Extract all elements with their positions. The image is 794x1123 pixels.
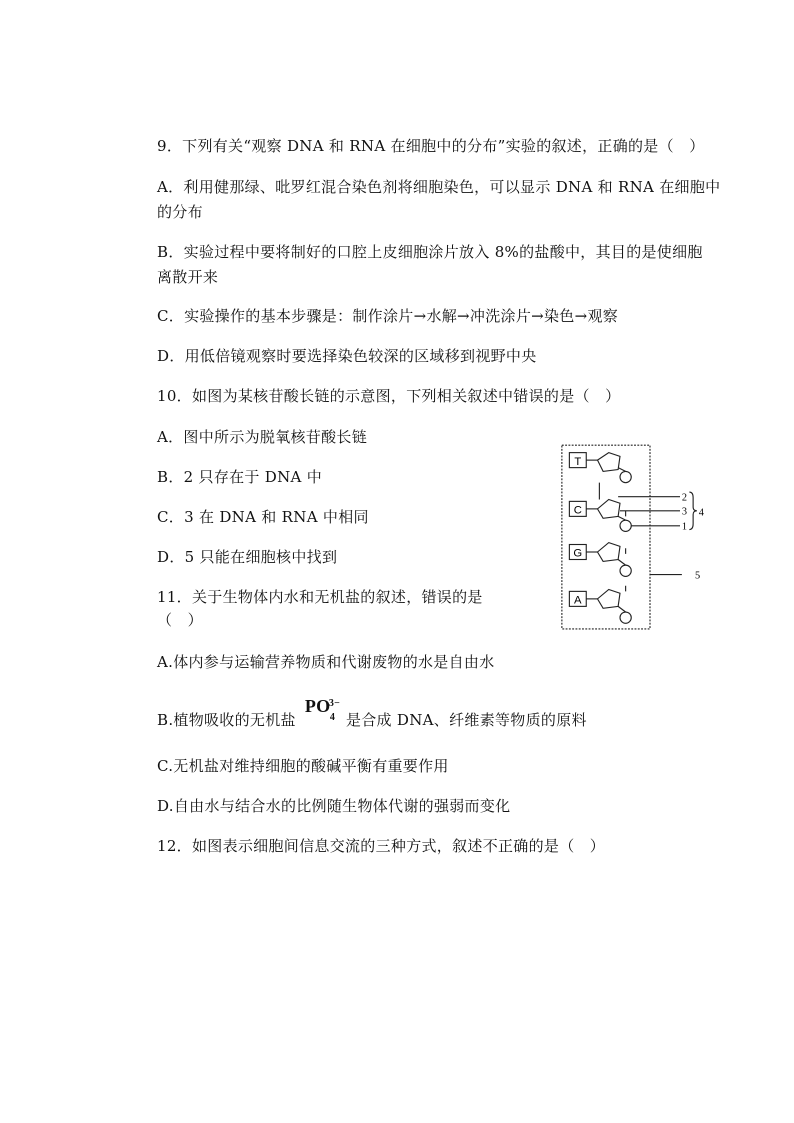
q11-option-d: D.自由水与结合水的比例随生物体代谢的强弱而变化: [157, 797, 511, 815]
label-5: 5: [695, 570, 701, 582]
q9-option-a-line2: 的分布: [157, 203, 203, 221]
q9-option-d: D．用低倍镜观察时要选择染色较深的区域移到视野中央: [157, 347, 537, 365]
base-t-label: T: [574, 455, 582, 468]
label-4: 4: [698, 507, 704, 519]
formula-po: PO: [304, 696, 331, 716]
q9-option-b-line2: 离散开来: [157, 268, 219, 286]
q11-stem: 11．关于生物体内水和无机盐的叙述，错误的是: [157, 588, 483, 606]
q9-option-b-line1: B．实验过程中要将制好的口腔上皮细胞涂片放入 8%的盐酸中，其目的是使细胞: [157, 243, 703, 261]
q10-option-d: D．5 只能在细胞核中找到: [157, 548, 338, 566]
q11-option-c: C.无机盐对维持细胞的酸碱平衡有重要作用: [157, 757, 449, 775]
formula-subscript: 4: [329, 712, 336, 723]
q11-option-b: [157, 696, 587, 730]
q12-stem: 12．如图表示细胞间信息交流的三种方式，叙述不正确的是（ ）: [157, 837, 606, 855]
nucleotide-unit-c: [569, 483, 631, 532]
label-1: 1: [681, 521, 688, 533]
nucleotide-unit-t: [569, 453, 631, 483]
q9-stem: 9．下列有关“观察 DNA 和 RNA 在细胞中的分布”实验的叙述，正确的是（ ）: [157, 137, 705, 155]
base-g-label: G: [573, 547, 583, 560]
label-2: 2: [681, 492, 688, 504]
nucleotide-chain-diagram: [560, 437, 710, 637]
nucleotide-unit-a: [569, 590, 631, 624]
q11-option-a: A.体内参与运输营养物质和代谢废物的水是自由水: [157, 653, 495, 671]
phosphate-formula: [301, 696, 341, 730]
q11-option-b-suffix: 是合成 DNA、纤维素等物质的原料: [345, 711, 587, 729]
formula-charge: 3−: [328, 698, 341, 709]
q10-option-a: A．图中所示为脱氧核苷酸长链: [157, 428, 368, 446]
q11-option-b-prefix: B.植物吸收的无机盐: [157, 711, 296, 729]
base-a-label: A: [574, 594, 582, 607]
q11-stem-line2: （ ）: [157, 611, 203, 629]
q9-option-c: C．实验操作的基本步骤是：制作涂片→水解→冲洗涂片→染色→观察: [157, 307, 619, 325]
q10-stem: 10．如图为某核苷酸长链的示意图，下列相关叙述中错误的是（ ）: [157, 387, 621, 405]
brace-icon: [689, 492, 697, 530]
nucleotide-unit-g: [569, 543, 631, 577]
label-3: 3: [681, 506, 688, 518]
q10-option-b: B．2 只存在于 DNA 中: [157, 468, 323, 486]
base-c-label: C: [573, 504, 582, 517]
q9-option-a-line1: A．利用健那绿、吡罗红混合染色剂将细胞染色，可以显示 DNA 和 RNA 在细胞中: [157, 178, 721, 196]
q10-option-c: C．3 在 DNA 和 RNA 中相同: [157, 508, 369, 526]
